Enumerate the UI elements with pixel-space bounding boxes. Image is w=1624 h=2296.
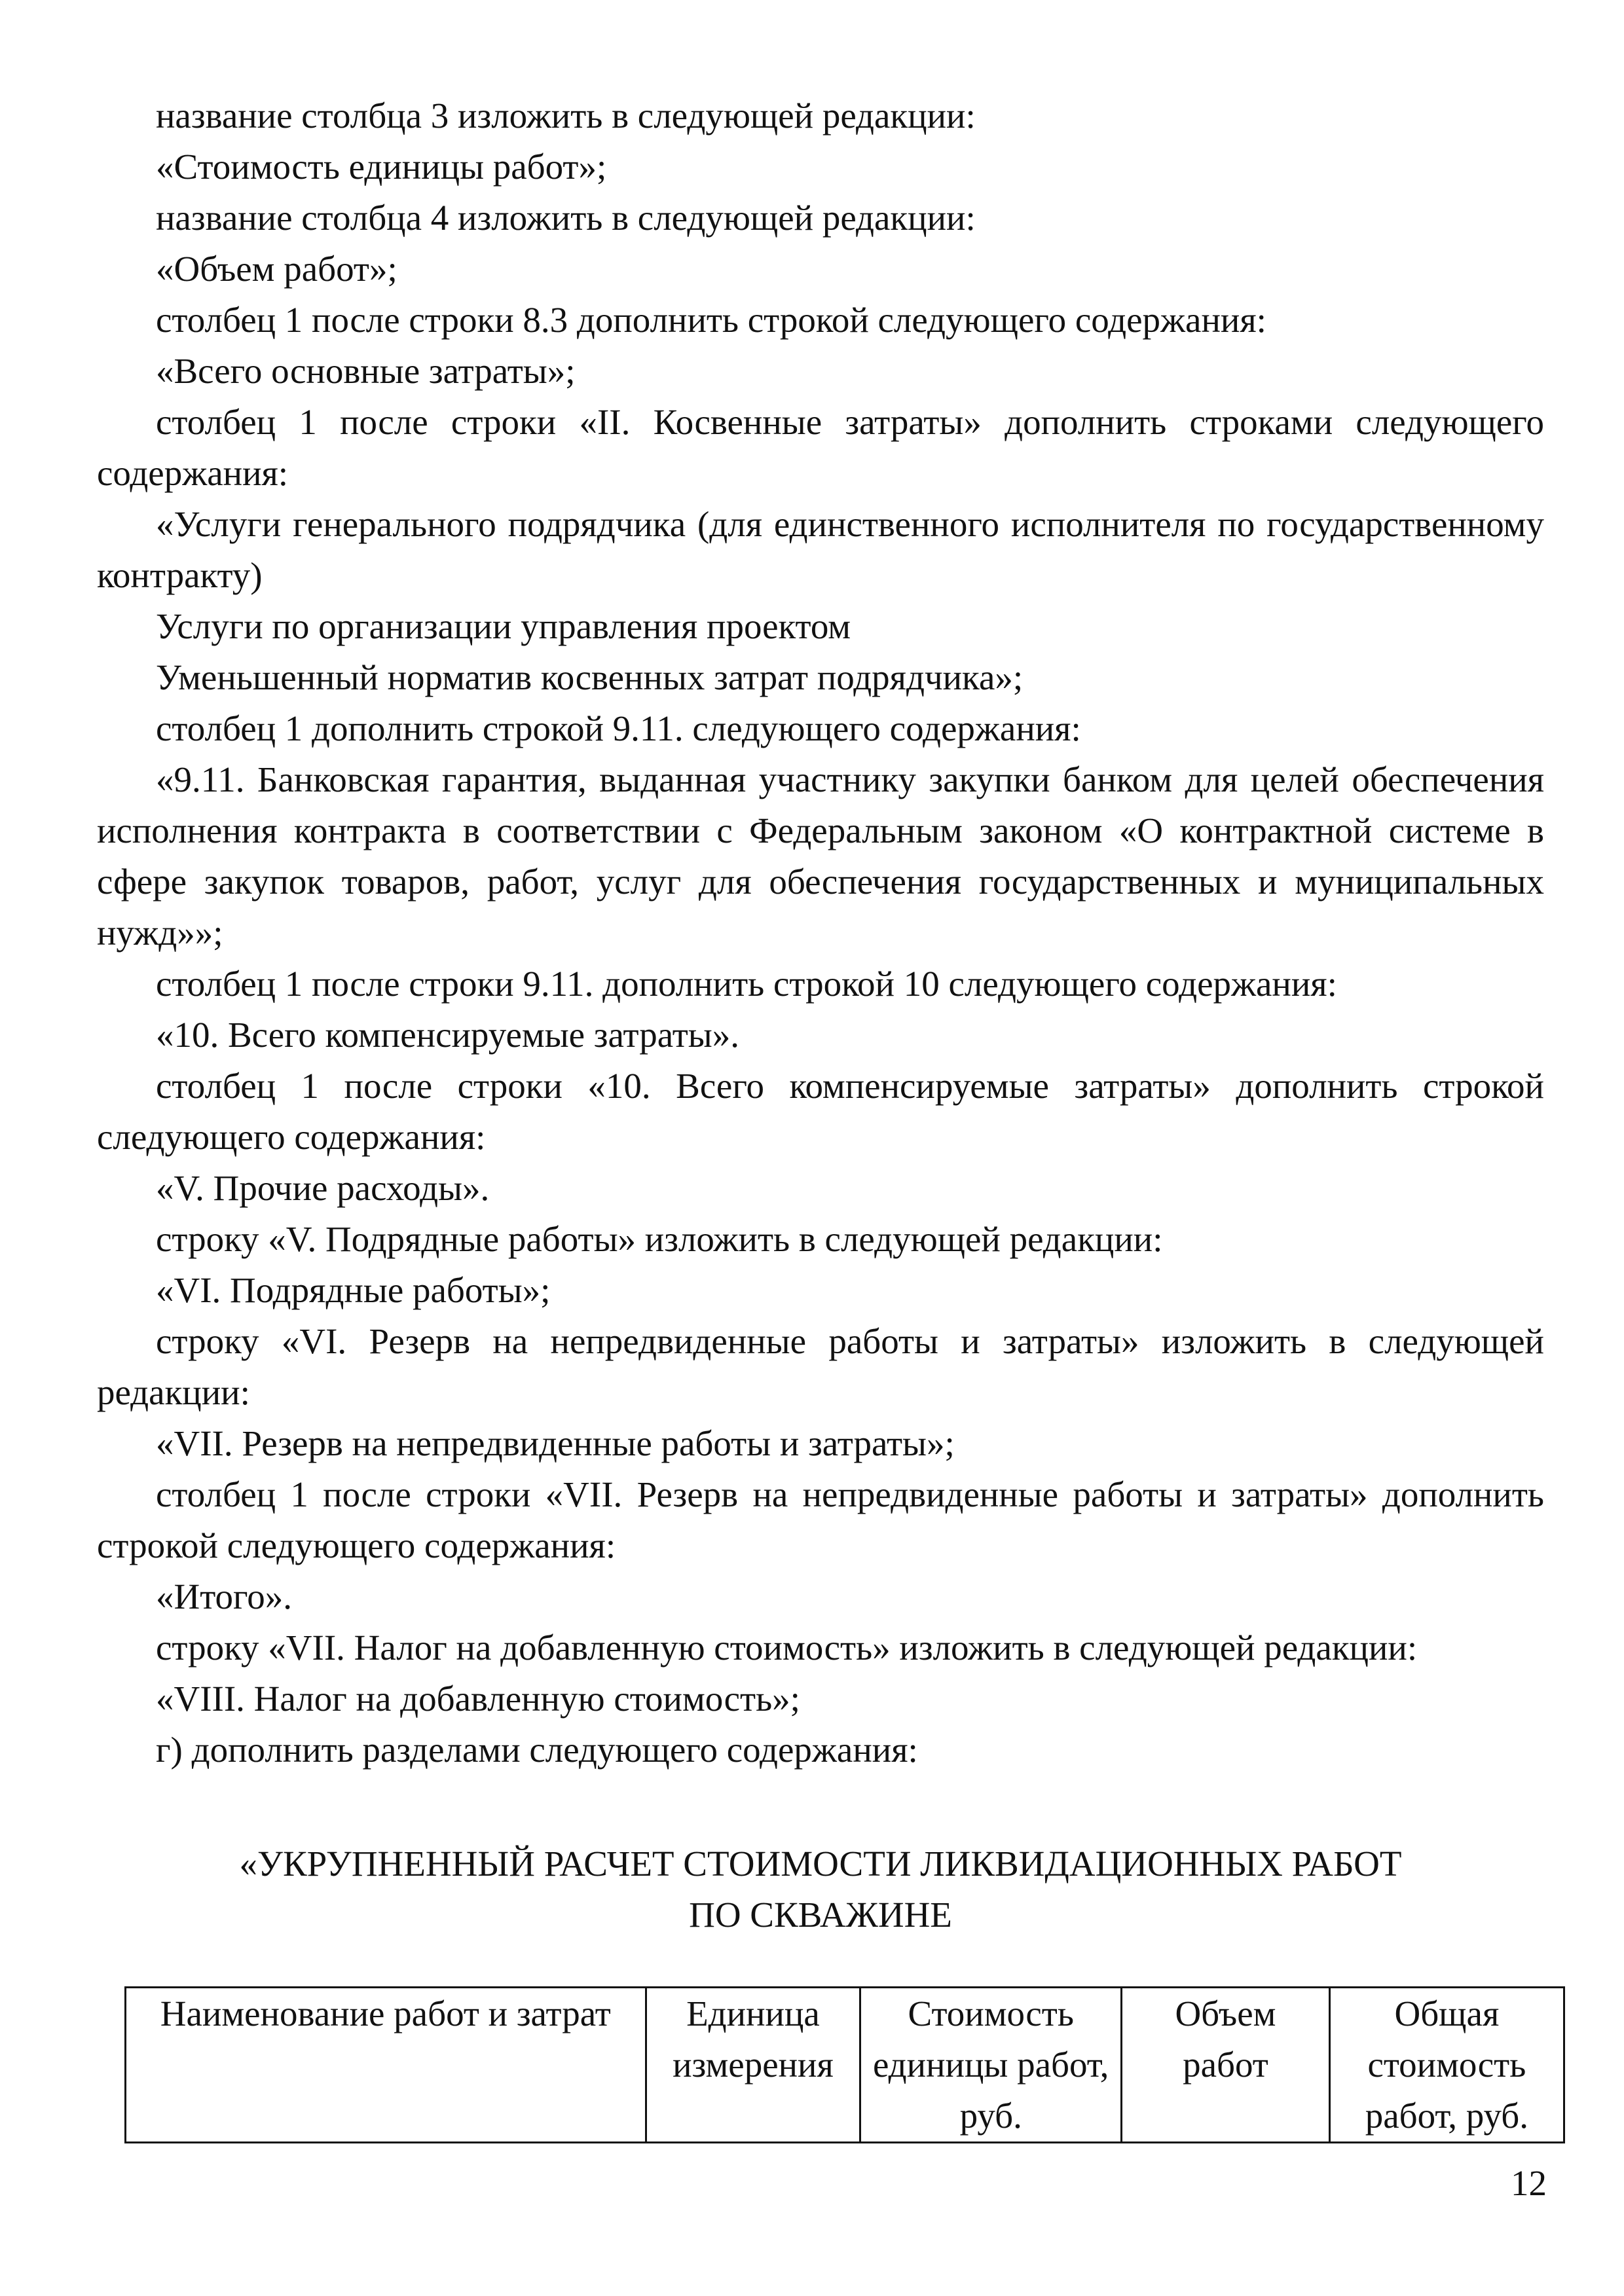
paragraph: «Объем работ»;: [156, 249, 397, 289]
paragraph: «VIII. Налог на добавленную стоимость»;: [156, 1679, 800, 1719]
paragraph: «Итого».: [156, 1576, 292, 1616]
paragraph: строку «V. Подрядные работы» изложить в следующей редакции:: [156, 1219, 1163, 1259]
header-work-name: Наименование работ и затрат: [126, 1988, 646, 2143]
document-body: [97, 90, 1544, 2143]
paragraph: столбец 1 после строки 9.11. дополнить строкой 10 следующего содержания:: [156, 964, 1337, 1004]
paragraph: «10. Всего компенсируемые затраты».: [156, 1015, 739, 1055]
paragraph: столбец 1 дополнить строкой 9.11. следующего содержания:: [156, 708, 1081, 748]
paragraph: строку «VI. Резерв на непредвиденные работы и затраты» изложить в следующей редакции:: [97, 1321, 1544, 1412]
paragraph: «VI. Подрядные работы»;: [156, 1270, 551, 1310]
section-title-line: «УКРУПНЕННЫЙ РАСЧЕТ СТОИМОСТИ ЛИКВИДАЦИОННЫХ РАБОТ: [239, 1844, 1402, 1884]
paragraph: «VII. Резерв на непредвиденные работы и затраты»;: [156, 1423, 955, 1463]
paragraph: столбец 1 после строки «10. Всего компенсируемые затраты» дополнить строкой следующего содержания:: [97, 1066, 1544, 1157]
header-unit: Единица измерения: [646, 1988, 860, 2143]
paragraph: «Стоимость единицы работ»;: [156, 147, 607, 187]
paragraph: название столбца 3 изложить в следующей редакции:: [156, 96, 976, 136]
paragraph: «Всего основные затраты»;: [156, 351, 576, 391]
paragraph: столбец 1 после строки «II. Косвенные затраты» дополнить строками следующего содержания:: [97, 402, 1544, 493]
header-volume: Объем работ: [1122, 1988, 1330, 2143]
paragraph: столбец 1 после строки «VII. Резерв на непредвиденные работы и затраты» дополнить строкой следующего содержания:: [97, 1474, 1544, 1565]
paragraph: г) дополнить разделами следующего содержания:: [156, 1730, 918, 1770]
section-title: [97, 1838, 1544, 1941]
paragraph: «V. Прочие расходы».: [156, 1168, 490, 1208]
paragraph: Услуги по организации управления проектом: [156, 606, 851, 646]
paragraph: строку «VII. Налог на добавленную стоимость» изложить в следующей редакции:: [156, 1628, 1418, 1667]
cost-table: [124, 1986, 1565, 2143]
header-unit-cost: Стоимость единицы работ, руб.: [860, 1988, 1122, 2143]
table-header-row: [126, 1988, 1564, 2143]
paragraph: «Услуги генерального подрядчика (для единственного исполнителя по государственному контракту): [97, 504, 1544, 595]
paragraph: «9.11. Банковская гарантия, выданная участнику закупки банком для целей обеспечения исполнения контракта в соответствии с Федеральным законом «О контрактной системе в сфере закупок товаров, работ, услуг для обеспечения государственных и муниципальных нужд»»;: [97, 759, 1544, 953]
page-number: 12: [1511, 2163, 1547, 2203]
paragraph: столбец 1 после строки 8.3 дополнить строкой следующего содержания:: [156, 300, 1266, 340]
paragraph: название столбца 4 изложить в следующей редакции:: [156, 198, 976, 238]
paragraph: Уменьшенный норматив косвенных затрат подрядчика»;: [156, 657, 1024, 697]
cost-table-wrapper: [97, 1986, 1544, 2143]
header-total-cost: Общая стоимость работ, руб.: [1329, 1988, 1564, 2143]
section-title-line: ПО СКВАЖИНЕ: [689, 1895, 952, 1935]
